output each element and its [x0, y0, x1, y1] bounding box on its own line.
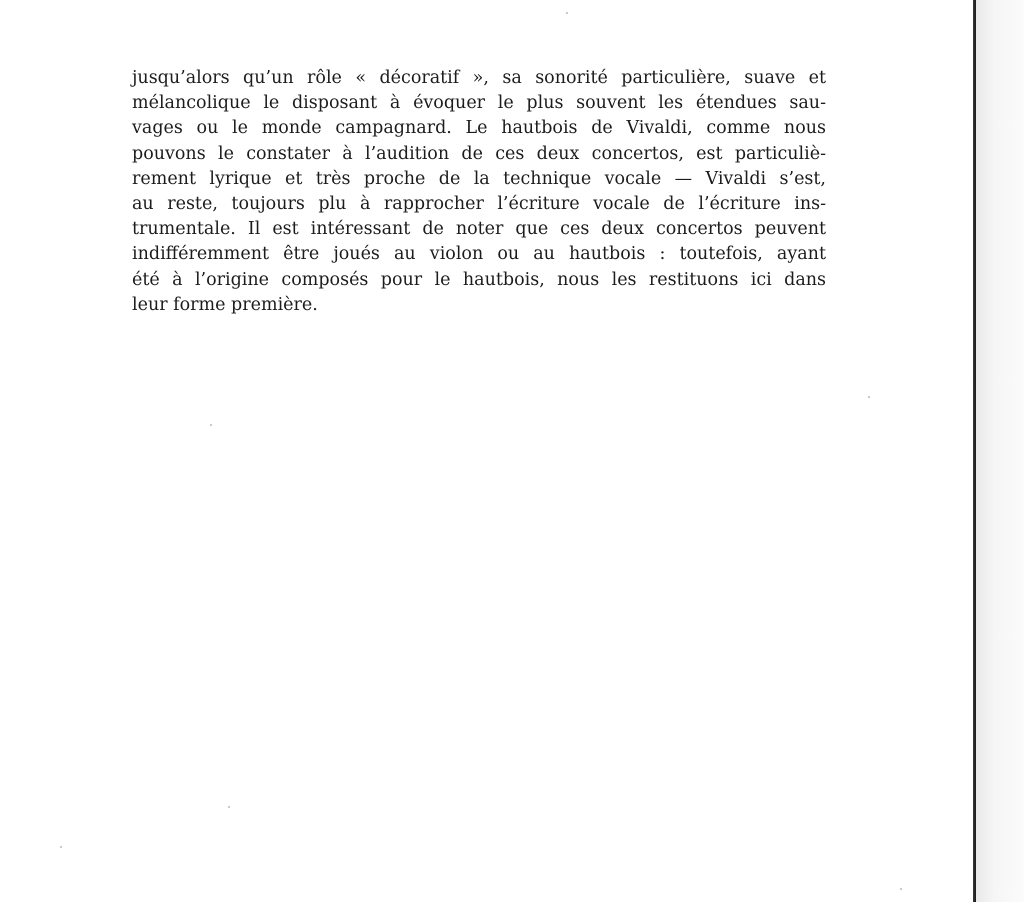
text-line: trumentale. Il est intéressant de noter que ces deux concertos peuvent [132, 219, 826, 240]
text-line: vages ou le monde campagnard. Le hautbois de Vivaldi, comme nous [132, 118, 826, 139]
text-line: rement lyrique et très proche de la technique vocale — Vivaldi s’est, [132, 168, 826, 189]
scan-speck [228, 806, 230, 808]
text-line: été à l’origine composés pour le hautbois, nous les restituons ici dans [132, 269, 826, 290]
scan-speck [566, 12, 568, 14]
text-line: jusqu’alors qu’un rôle « décoratif », sa sonorité particulière, suave et [132, 68, 826, 88]
text-line: leur forme première. [132, 294, 318, 315]
text-line: indifféremment être joués au violon ou au hautbois : toutefois, ayant [132, 244, 826, 265]
text-line: mélancolique le disposant à évoquer le plus souvent les étendues sau- [132, 93, 826, 114]
scan-speck [60, 846, 62, 848]
page-shadow [976, 0, 1024, 902]
scan-speck [900, 888, 902, 890]
scan-speck [868, 396, 870, 398]
text-line: pouvons le constater à l’audition de ces deux concertos, est particuliè- [132, 143, 826, 164]
paragraph [132, 66, 826, 318]
scan-speck [210, 424, 212, 426]
text-line: au reste, toujours plu à rapprocher l’écriture vocale de l’écriture ins- [132, 194, 826, 215]
